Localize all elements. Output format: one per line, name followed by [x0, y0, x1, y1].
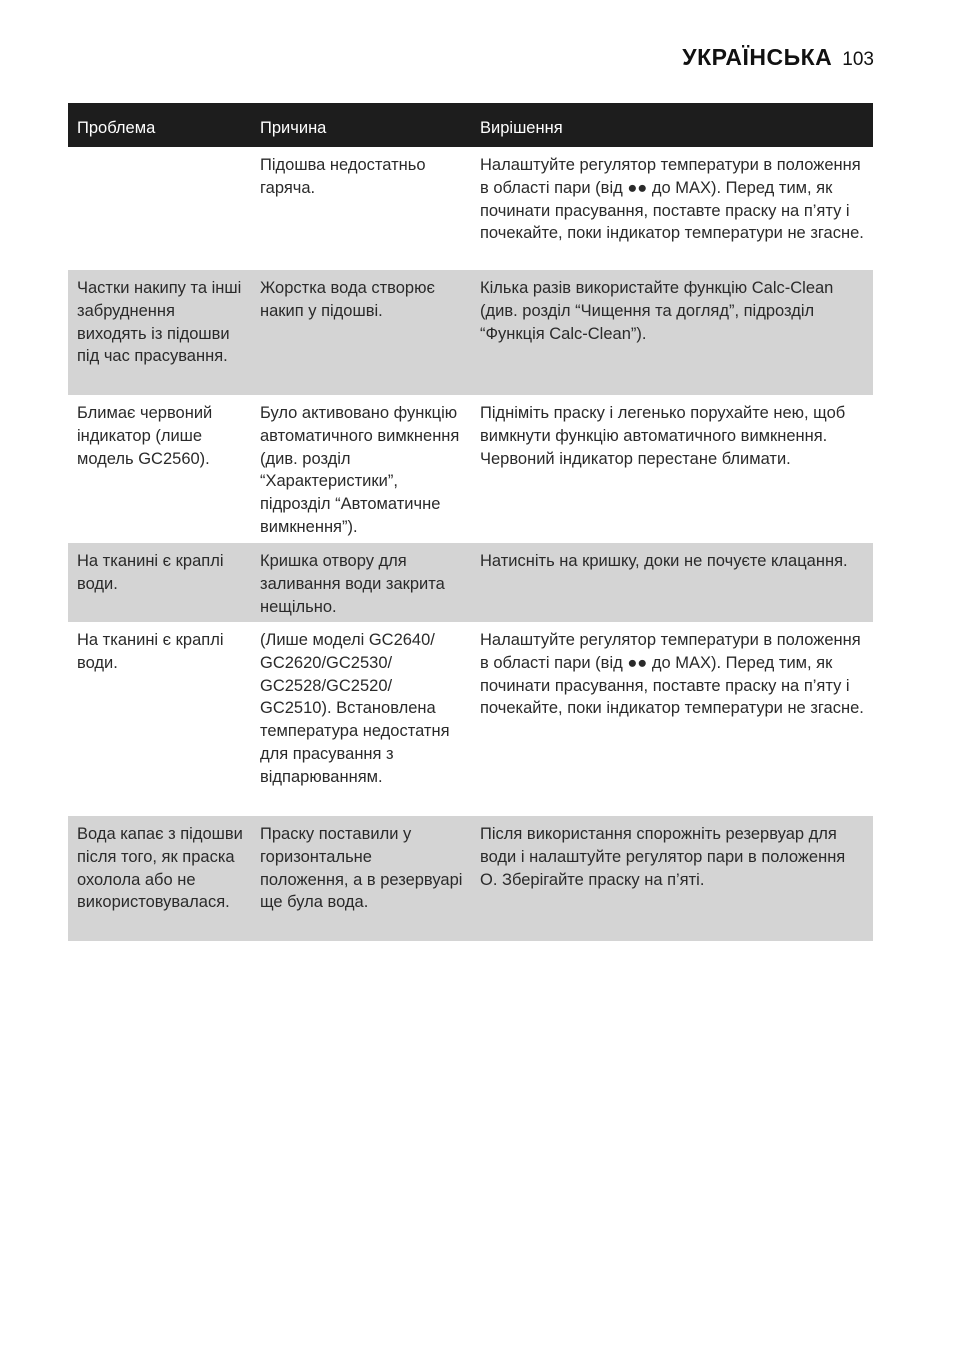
table-row — [68, 622, 873, 816]
solution-cell: Налаштуйте регулятор температури в положення в області пари (від ●● до MAX). Перед тим, як починати прасування, поставте праску на п’яту і почекайте, поки індикатор температури не згасне. — [480, 156, 864, 243]
cause-cell: Кришка отвору для заливання води закрита нещільно. — [260, 552, 445, 616]
problem-cell: Блимає червоний індикатор (лише модель GC2560). — [77, 404, 213, 468]
problem-cell: Вода капає з підошви після того, як праска охолола або не використовувалася. — [77, 825, 243, 912]
cause-cell: Підошва недостатньо гаряча. — [260, 156, 426, 197]
cause-cell: Було активовано функцію автоматичного вимкнення (див. розділ “Характеристики”, підрозділ “Автоматичне вимкнення”). — [260, 404, 460, 536]
page-number: 103 — [842, 49, 874, 70]
table-row — [68, 395, 873, 543]
solution-cell: Кілька разів використайте функцію Calc-Clean (див. розділ “Чищення та догляд”, підрозділ “Функція Calc-Clean”). — [480, 279, 834, 343]
table-row — [68, 270, 873, 395]
problem-cell — [68, 147, 251, 270]
cause-cell: Праску поставили у горизонтальне положення, а в резервуарі ще була вода. — [260, 825, 463, 912]
solution-cell: Налаштуйте регулятор температури в положення в області пари (від ●● до MAX). Перед тим, як починати прасування, поставте праску на п’яту і почекайте, поки індикатор температури не згасне. — [480, 631, 864, 718]
page-header — [682, 44, 874, 71]
solution-cell: Натисніть на кришку, доки не почуєте клацання. — [480, 552, 848, 570]
column-header-solution: Вирішення — [480, 119, 563, 137]
solution-cell: Підніміть праску і легенько поруxайте нею, щоб вимкнути функцію автоматичного вимкнення. Червоний індикатор перестане блимати. — [480, 404, 846, 468]
solution-cell: Після використання спорожніть резервуар для води і налаштуйте регулятор пари в положення O. Зберігайте праску на п’яті. — [480, 825, 846, 889]
column-header-cause: Причина — [260, 119, 327, 137]
table-header-row — [68, 103, 873, 147]
troubleshooting-table — [68, 103, 873, 941]
language-title: УКРАЇНСЬКА — [682, 44, 833, 70]
problem-cell: На тканині є краплі води. — [77, 631, 224, 672]
column-header-problem: Проблема — [77, 119, 156, 137]
cause-cell: (Лише моделі GC2640/ GC2620/GC2530/ GC2528/GC2520/ GC2510). Встановлена температура недостатня для прасування з відпарюванням. — [260, 631, 450, 786]
problem-cell: Частки накипу та інші забруднення виходять із підошви під час прасування. — [77, 279, 242, 366]
table-row — [68, 543, 873, 622]
table-row — [68, 816, 873, 941]
table-row — [68, 147, 873, 270]
cause-cell: Жорстка вода створює накип у підошві. — [260, 279, 435, 320]
problem-cell: На тканині є краплі води. — [77, 552, 224, 593]
